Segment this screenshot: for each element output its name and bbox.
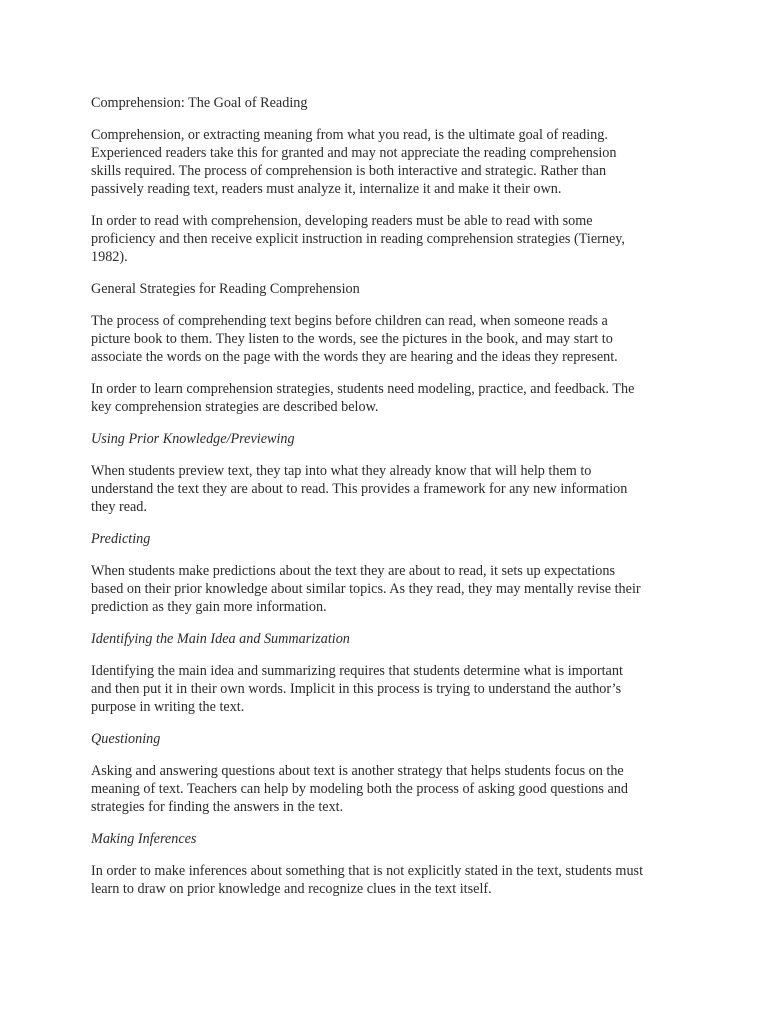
intro-paragraph-1: Comprehension, or extracting meaning from what you read, is the ultimate goal of reading. Experienced readers take this for granted and may not appreciate the reading comprehension skills required. The process of comprehension is both interactive and strategic. Rather than passively reading text, readers must analyze it, internalize it and make it their own. <box>91 127 617 197</box>
strategy-text-prior-knowledge: When students preview text, they tap into what they already know that will help them to understand the text they are about to read. This provides a framework for any new information they read. <box>91 463 628 515</box>
strategy-heading-main-idea: Identifying the Main Idea and Summarization <box>91 631 350 647</box>
strategy-text-questioning: Asking and answering questions about text is another strategy that helps students focus on the meaning of text. Teachers can help by modeling both the process of asking good questions and strategies for finding the answers in the text. <box>91 763 628 815</box>
section-paragraph-2: In order to learn comprehension strategies, students need modeling, practice, and feedback. The key comprehension strategies are described below. <box>91 381 635 415</box>
strategy-heading-inferences: Making Inferences <box>91 831 197 847</box>
section-heading: General Strategies for Reading Comprehension <box>91 281 360 297</box>
intro-paragraph-2: In order to read with comprehension, developing readers must be able to read with some proficiency and then receive explicit instruction in reading comprehension strategies (Tierney, 1982). <box>91 213 625 265</box>
strategy-text-inferences: In order to make inferences about something that is not explicitly stated in the text, students must learn to draw on prior knowledge and recognize clues in the text itself. <box>91 863 644 897</box>
section-paragraph-1: The process of comprehending text begins before children can read, when someone reads a picture book to them. They listen to the words, see the pictures in the book, and may start to associate the words on the page with the words they are hearing and the ideas they represent. <box>91 313 618 365</box>
document-title: Comprehension: The Goal of Reading <box>91 95 308 111</box>
strategy-text-main-idea: Identifying the main idea and summarizing requires that students determine what is important and then put it in their own words. Implicit in this process is trying to understand the author’s purpose in writing the text. <box>91 663 623 715</box>
strategy-heading-questioning: Questioning <box>91 731 161 747</box>
document-body <box>91 94 691 912</box>
strategy-text-predicting: When students make predictions about the text they are about to read, it sets up expectations based on their prior knowledge about similar topics. As they read, they may mentally revise their prediction as they gain more information. <box>91 563 641 615</box>
strategy-heading-predicting: Predicting <box>91 531 151 547</box>
strategy-heading-prior-knowledge: Using Prior Knowledge/Previewing <box>91 431 295 447</box>
